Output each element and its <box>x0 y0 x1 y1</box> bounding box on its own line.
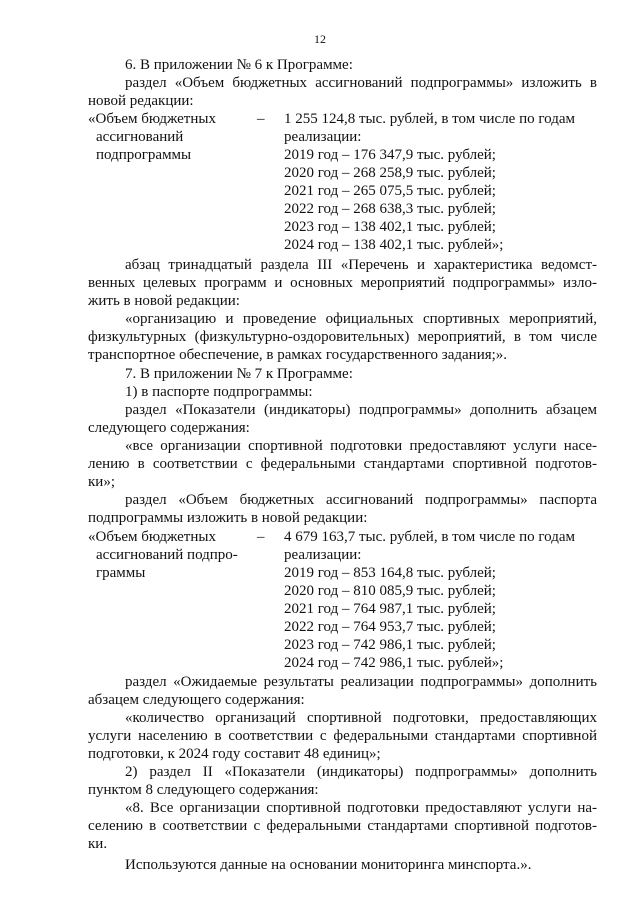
year-line: 2024 год – 138 402,1 тыс. рублей»; <box>284 237 504 253</box>
quote-line: селению в соответствии с федеральными стандартами спортивной подготов- <box>88 818 597 834</box>
quote-line: «организацию и проведение официальных спортивных мероприятий, <box>125 311 597 327</box>
paragraph-line: следующего содержания: <box>88 420 250 436</box>
paragraph-line: подпрограммы изложить в новой редакции: <box>88 510 368 526</box>
label-dash: – <box>257 111 265 127</box>
paragraph-line: абзацем следующего содержания: <box>88 692 305 708</box>
year-line: 2022 год – 764 953,7 тыс. рублей; <box>284 619 496 635</box>
quote-line: «количество организаций спортивной подготовки, предоставляющих <box>125 710 597 726</box>
paragraph-line: раздел «Показатели (индикаторы) подпрограммы» дополнить абзацем <box>125 402 597 418</box>
year-line: 2019 год – 853 164,8 тыс. рублей; <box>284 565 496 581</box>
paragraph-line: жить в новой редакции: <box>88 293 240 309</box>
year-line: 2019 год – 176 347,9 тыс. рублей; <box>284 147 496 163</box>
budget-total: реализации: <box>284 129 362 145</box>
quote-line: ки»; <box>88 474 115 490</box>
paragraph-line: венных целевых программ и основных мероприятий подпрограммы» изло- <box>88 275 597 291</box>
year-line: 2020 год – 810 085,9 тыс. рублей; <box>284 583 496 599</box>
year-line: 2024 год – 742 986,1 тыс. рублей»; <box>284 655 504 671</box>
label-dash: – <box>257 529 265 545</box>
budget-label-line: граммы <box>96 565 146 581</box>
paragraph-line: абзац тринадцатый раздела III «Перечень и характеристика ведомст- <box>125 257 597 273</box>
page-number: 12 <box>314 32 326 46</box>
section-6-heading: 6. В приложении № 6 к Программе: <box>125 57 353 73</box>
quote-line: услуги населению в соответствии с федеральными стандартами спортивной <box>88 728 597 744</box>
year-line: 2023 год – 138 402,1 тыс. рублей; <box>284 219 496 235</box>
budget-total: 4 679 163,7 тыс. рублей, в том числе по годам <box>284 529 575 545</box>
year-line: 2023 год – 742 986,1 тыс. рублей; <box>284 637 496 653</box>
budget-label-line: ассигнований подпро- <box>96 547 238 563</box>
paragraph-line: новой редакции: <box>88 93 194 109</box>
year-line: 2022 год – 268 638,3 тыс. рублей; <box>284 201 496 217</box>
budget-total: 1 255 124,8 тыс. рублей, в том числе по годам <box>284 111 575 127</box>
paragraph-line: раздел «Объем бюджетных ассигнований подпрограммы» паспорта <box>125 492 597 508</box>
year-line: 2020 год – 268 258,9 тыс. рублей; <box>284 165 496 181</box>
quote-line: физкультурных (физкультурно-оздоровительных) мероприятий, в том числе <box>88 329 597 345</box>
quote-line: транспортное обеспечение, в рамках государственного задания;». <box>88 347 508 363</box>
section-7-heading: 7. В приложении № 7 к Программе: <box>125 366 353 382</box>
budget-label-line: подпрограммы <box>96 147 192 163</box>
final-line: Используются данные на основании мониторинга минспорта.». <box>125 857 532 873</box>
year-line: 2021 год – 764 987,1 тыс. рублей; <box>284 601 496 617</box>
quote-line: «все организации спортивной подготовки предоставляют услуги насе- <box>125 438 597 454</box>
quote-line: подготовки, к 2024 году составит 48 единиц»; <box>88 746 381 762</box>
paragraph-line: раздел «Объем бюджетных ассигнований подпрограммы» изложить в <box>125 75 597 91</box>
quote-line: «8. Все организации спортивной подготовки предоставляют услуги на- <box>125 800 597 816</box>
paragraph-line: 2) раздел II «Показатели (индикаторы) подпрограммы» дополнить <box>125 764 597 780</box>
budget-label-line: «Объем бюджетных <box>88 111 216 127</box>
budget-label-line: ассигнований <box>96 129 184 145</box>
paragraph-line: раздел «Ожидаемые результаты реализации подпрограммы» дополнить <box>125 674 597 690</box>
quote-line: лению в соответствии с федеральными стандартами спортивной подготов- <box>88 456 597 472</box>
paragraph-line: пунктом 8 следующего содержания: <box>88 782 319 798</box>
budget-label-line: «Объем бюджетных <box>88 529 216 545</box>
paragraph-line: 1) в паспорте подпрограммы: <box>125 384 313 400</box>
budget-total: реализации: <box>284 547 362 563</box>
year-line: 2021 год – 265 075,5 тыс. рублей; <box>284 183 496 199</box>
quote-line: ки. <box>88 836 108 852</box>
